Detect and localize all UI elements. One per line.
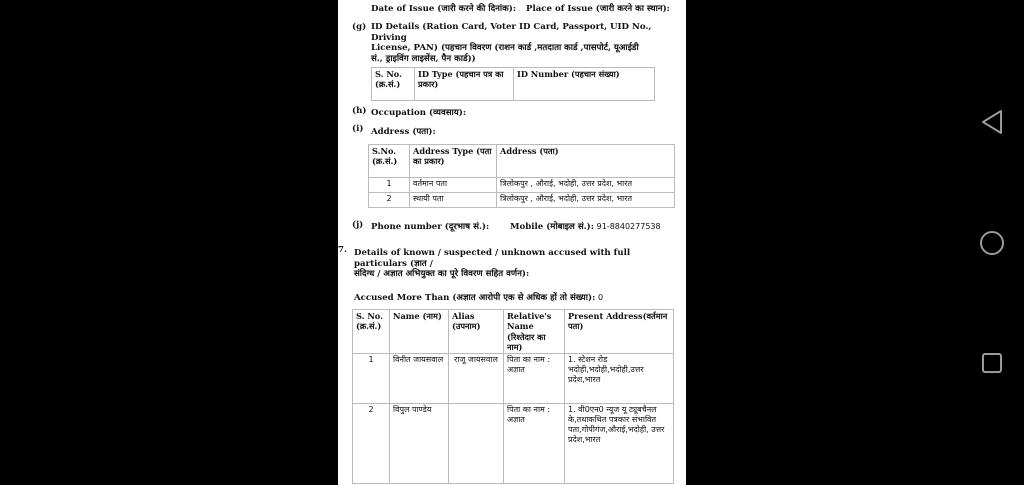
acc-col-sno: S. No. (क्र.सं.): [353, 310, 390, 354]
addr-col-type: Address Type (पता का प्रकार): [410, 145, 497, 178]
addr-row-type: स्थायी पता: [410, 193, 497, 208]
acc-col-name: Name (नाम): [390, 310, 449, 354]
table-row: [353, 354, 674, 404]
table-row: [369, 178, 675, 193]
accused-heading-line-2: संदिग्ध / अज्ञात अभियुक्त का पूरे विवरण सहित वर्णन):: [354, 269, 530, 280]
id-col-number: ID Number (पहचान संख्या): [514, 68, 655, 101]
section-j-marker: (j): [352, 220, 364, 230]
acc-row-address: 1. स्टेशन रोड भदोही,भदोही,भदोही,उत्तर प्रदेश,भारत: [565, 354, 674, 404]
acc-row-alias: [449, 404, 504, 484]
accused-more-than: [354, 293, 603, 304]
section-i-marker: (i): [352, 124, 364, 134]
accused-heading-line-1: Details of known / suspected / unknown accused with full particulars (ज्ञात /: [354, 248, 631, 269]
id-col-type: ID Type (पहचान पत्र का प्रकार): [415, 68, 514, 101]
acc-row-sno: 1: [353, 354, 390, 404]
section-h-marker: (h): [352, 106, 367, 116]
addr-col-sno: S.No. (क्र.सं.): [369, 145, 410, 178]
document-page: [338, 0, 686, 485]
addr-row-type: वर्तमान पता: [410, 178, 497, 193]
table-row: [353, 404, 674, 484]
acc-col-alias: Alias (उपनाम): [449, 310, 504, 354]
address-label: Address (पता):: [371, 127, 436, 137]
id-details-table: [371, 67, 655, 101]
acc-col-address: Present Address(वर्तमान पता): [565, 310, 674, 354]
phone-label: Phone number (दूरभाष सं.):: [371, 222, 490, 232]
id-details-line-1: ID Details (Ration Card, Voter ID Card, Passport, UID No., Driving: [371, 22, 652, 43]
date-of-issue-label: Date of Issue (जारी करने की दिनांक):: [371, 4, 516, 14]
table-row: [369, 193, 675, 208]
occupation-label: Occupation (व्यवसाय):: [371, 108, 467, 118]
id-details-line-2: License, PAN) (पहचान विवरण (राशन कार्ड ,मतदाता कार्ड ,पासपोर्ट, यूआईडी: [371, 43, 639, 54]
acc-row-name: विपुल पाण्डेय: [390, 404, 449, 484]
home-circle-icon[interactable]: [979, 230, 1005, 260]
addr-row-address: त्रिलोकपुर , औराई, भदोही, उत्तर प्रदेश, भारत: [497, 193, 675, 208]
acc-row-sno: 2: [353, 404, 390, 484]
mobile-field: [510, 222, 661, 233]
id-col-sno: S. No. (क्र.सं.): [372, 68, 415, 101]
accused-more-value: 0: [597, 293, 604, 302]
id-details-line-3: सं., ड्राइविंग लाइसेंस, पैन कार्ड)): [371, 54, 476, 65]
acc-row-relative: पिता का नाम : अज्ञात: [504, 354, 565, 404]
addr-col-address: Address (पता): [497, 145, 675, 178]
acc-row-relative: पिता का नाम : अज्ञात: [504, 404, 565, 484]
acc-row-alias: राजू जायसवाल: [449, 354, 504, 404]
section-7-marker: 7.: [338, 245, 347, 255]
accused-more-label: Accused More Than (अज्ञात आरोपी एक से अधिक हों तो संख्या):: [354, 293, 596, 303]
addr-row-sno: 2: [369, 193, 410, 208]
section-g-marker: (g): [352, 22, 367, 32]
back-triangle-icon[interactable]: [980, 109, 1004, 139]
addr-row-sno: 1: [369, 178, 410, 193]
place-of-issue-label: Place of Issue (जारी करने का स्थान):: [526, 4, 670, 14]
id-details-heading: [371, 22, 681, 65]
recents-square-icon[interactable]: [981, 352, 1003, 378]
mobile-value: 91-8840277538: [596, 222, 661, 231]
acc-col-relative: Relative's Name (रिश्तेदार का नाम): [504, 310, 565, 354]
accused-table: [352, 309, 674, 484]
address-table: [368, 144, 675, 208]
acc-row-name: विनीत जायसवाल: [390, 354, 449, 404]
addr-row-address: त्रिलोकपुर , औराई, भदोही, उत्तर प्रदेश, भारत: [497, 178, 675, 193]
mobile-label: Mobile (मोबाइल सं.):: [510, 222, 594, 232]
acc-row-address: 1. वी0एन0 न्यूज यू ट्यूबचैनल के,तथाकथित पत्रकार संभावित पता,गोपीगंज,औराई,भदोही, उत्तर प्रदेश,भारत: [565, 404, 674, 484]
accused-details-heading: [354, 248, 682, 280]
